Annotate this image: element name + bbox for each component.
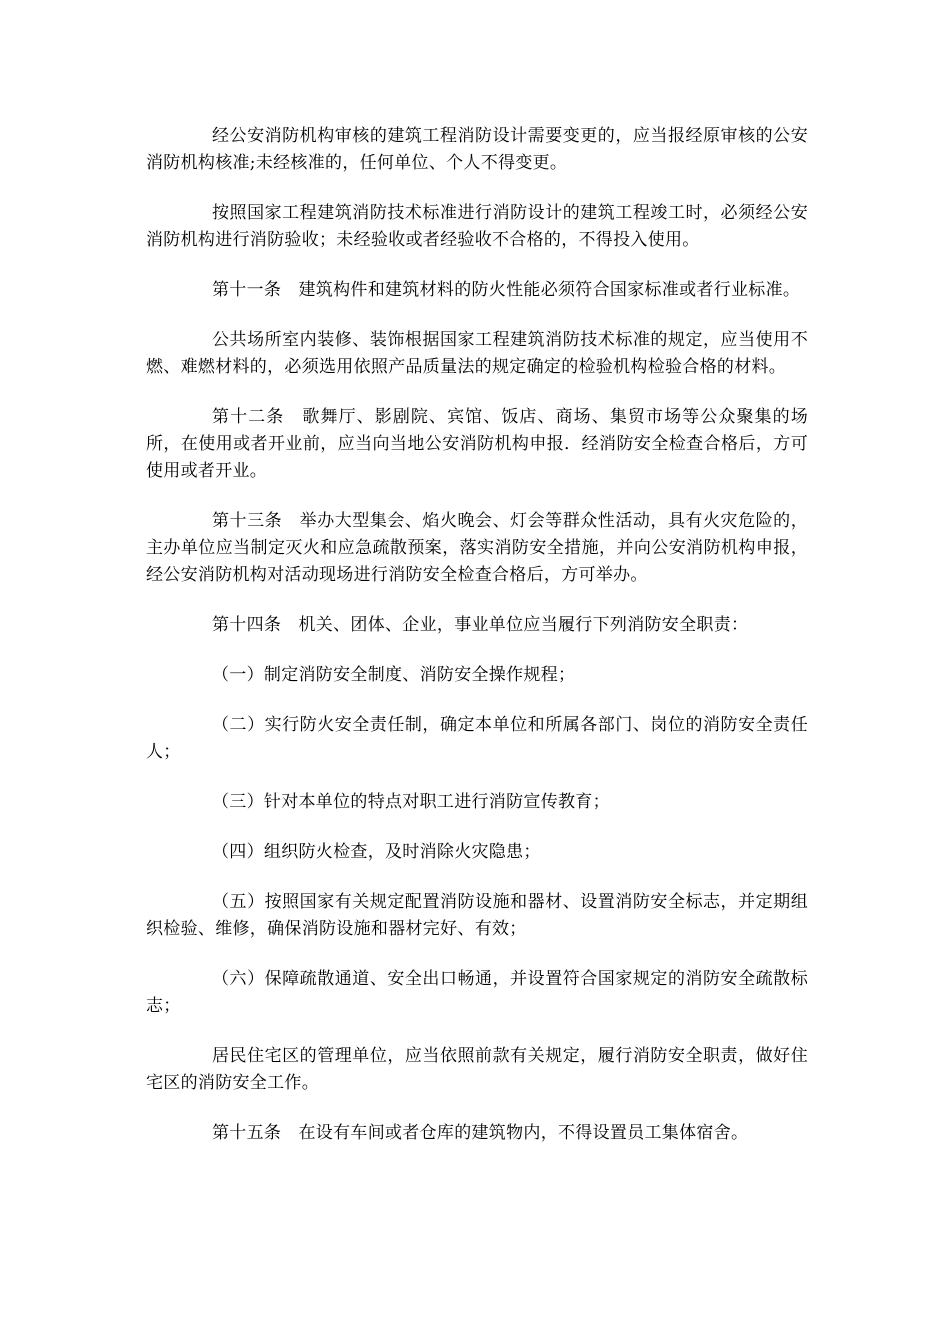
list-item-2: （二）实行防火安全责任制，确定本单位和所属各部门、岗位的消防安全责任人； [146, 715, 808, 762]
list-item-6: （六）保障疏散通道、安全出口畅通，并设置符合国家规定的消防安全疏散标志； [146, 969, 808, 1016]
article-14: 第十四条 机关、团体、企业，事业单位应当履行下列消防安全职责： [212, 615, 749, 635]
list-item-3: （三）针对本单位的特点对职工进行消防宣传教育； [212, 792, 610, 812]
article-13: 第十三条 举办大型集会、焰火晚会、灯会等群众性活动，具有火灾危险的，主办单位应当制定灭火和应急疏散预案，落实消防安全措施，并向公安消防机构申报，经公安消防机构对活动现场进行消防安全检查合格后，方可举办。 [146, 511, 808, 585]
list-item-1: （一）制定消防安全制度、消防安全操作规程； [212, 665, 576, 685]
list-item-5: （五）按照国家有关规定配置消防设施和器材、设置消防安全标志，并定期组织检验、维修，确保消防设施和器材完好、有效； [146, 892, 808, 939]
paragraph-design-change: 经公安消防机构审核的建筑工程消防设计需要变更的，应当报经原审核的公安消防机构核准;未经核准的，任何单位、个人不得变更。 [146, 126, 808, 173]
article-12: 第十二条 歌舞厅、影剧院、宾馆、饭店、商场、集贸市场等公众聚集的场所，在使用或者开业前，应当向当地公安消防机构申报．经消防安全检查合格后，方可使用或者开业。 [146, 407, 808, 481]
article-11: 第十一条 建筑构件和建筑材料的防火性能必须符合国家标准或者行业标准。 [212, 280, 801, 300]
paragraph-interior-decoration: 公共场所室内装修、装饰根据国家工程建筑消防技术标准的规定，应当使用不燃、难燃材料的，必须选用依照产品质量法的规定确定的检验机构检验合格的材料。 [146, 330, 808, 377]
article-15: 第十五条 在设有车间或者仓库的建筑物内，不得设置员工集体宿舍。 [212, 1123, 749, 1143]
document-page [146, 123, 808, 1170]
paragraph-completion-acceptance: 按照国家工程建筑消防技术标准进行消防设计的建筑工程竣工时，必须经公安消防机构进行消防验收；未经验收或者经验收不合格的，不得投入使用。 [146, 203, 808, 250]
list-item-4: （四）组织防火检查，及时消除火灾隐患； [212, 842, 541, 862]
paragraph-residential-management: 居民住宅区的管理单位，应当依照前款有关规定，履行消防安全职责，做好住宅区的消防安全工作。 [146, 1046, 808, 1093]
